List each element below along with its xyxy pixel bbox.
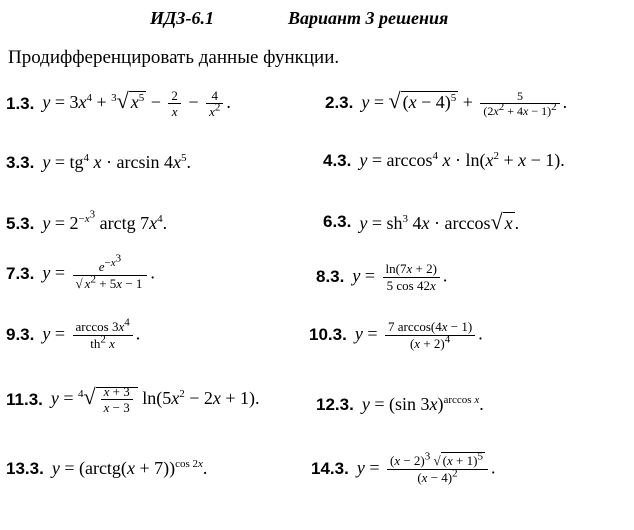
problem-number: 8.3. <box>316 267 345 287</box>
problem-6-3 <box>323 209 519 235</box>
problem-1-3 <box>6 88 231 119</box>
problem-number: 6.3. <box>323 212 352 231</box>
problem-11-3 <box>6 384 260 415</box>
formula: y = $\frac{\arccos 3x^4}{th^2 x}$ . <box>42 316 141 351</box>
formula: y = $\frac{\ln(7x + 2)}{5 \cos 42x}$ . <box>352 261 448 293</box>
problem-5-3 <box>6 208 168 234</box>
problem-12-3 <box>316 394 484 415</box>
problem-number: 14.3. <box>311 459 349 479</box>
problem-number: 11.3. <box>6 389 43 409</box>
problem-13-3 <box>6 458 207 479</box>
problem-number: 2.3. <box>325 92 354 112</box>
problem-number: 3.3. <box>6 152 35 172</box>
problem-number: 5.3. <box>6 213 35 233</box>
formula: $y = 3x^4 + ^3√$ $x^5$ − $\frac{2}{x}$ − $\frac{4}{x^2}$ . <box>42 87 231 120</box>
problem-3-3 <box>6 152 191 173</box>
problem-number: 4.3. <box>323 150 352 170</box>
instruction: Продифференцировать данные функции. <box>8 47 340 68</box>
problem-7-3 <box>6 252 155 291</box>
problem-9-3 <box>6 316 141 351</box>
problem-14-3 <box>311 450 496 485</box>
formula: $y = \arccos^4 x \cdot \ln(x^2 + x - 1)$. <box>359 150 565 170</box>
formula: $y = sh^3$ 4x · arccos√ x . <box>359 209 520 234</box>
problem-number: 7.3. <box>6 264 35 284</box>
formula: y = (arctg(x + 7))$^{cos 2x}$. <box>51 458 208 478</box>
problem-2-3 <box>325 88 567 118</box>
problem-number: 1.3. <box>6 93 35 113</box>
problem-number: 9.3. <box>6 325 35 345</box>
formula: $y = tg^4$ $x \cdot \arcsin 4x^5$. <box>42 152 191 172</box>
formula: y = $\frac{e^{-x^3}}{√ x^2 + 5x - 1}$ . <box>42 252 155 291</box>
problem-4-3 <box>323 150 565 171</box>
formula: y = $\frac{(x - 2)^3 √ (x + 1)^5}{(x - 4)^2}$ . <box>356 450 496 485</box>
formula: y = (sin 3x)$^{arccos x}$. <box>361 394 484 414</box>
variant-title: Вариант 3 решения <box>288 8 449 28</box>
problem-number: 10.3. <box>309 325 347 345</box>
problem-10-3 <box>309 320 483 350</box>
formula: $y = 2^{-x^3}$ arctg $7x^4$. <box>42 208 168 233</box>
formula: y = √ $(x - 4)^5$ + $\frac{5}{(2x^2 + 4x - 1)^2}$ . <box>361 88 568 119</box>
doc-title: ИДЗ-6.1 <box>150 8 214 28</box>
problem-number: 13.3. <box>6 458 44 478</box>
problem-number: 12.3. <box>316 394 354 414</box>
formula: y = $^4$√ $\frac{x + 3}{x - 3}$ $\ln(5x^2 - 2x + 1)$. <box>50 383 260 416</box>
formula: y = $\frac{7 \arccos(4x - 1)}{(x + 2)^4}$ . <box>354 319 483 351</box>
problem-8-3 <box>316 262 447 292</box>
